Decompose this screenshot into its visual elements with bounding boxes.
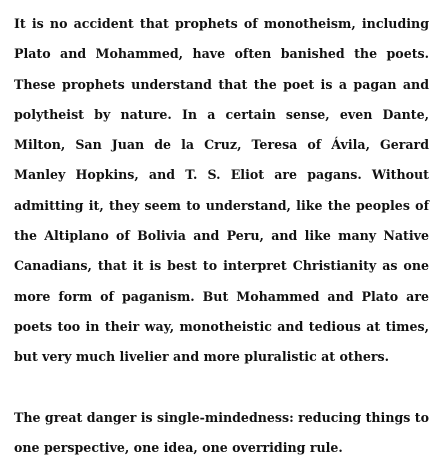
paragraph-single-mindedness: The great danger is single-mindedness: reducing things to one perspective, one idea, one overriding rule. xyxy=(14,409,429,455)
paragraph-monotheism-poets: It is no accident that prophets of monotheism, including Plato and Mohammed, have often banished the poets. These prophets understand that the poet is a pagan and polytheist by nature. In a certain sense, even Dante, Milton, San Juan de la Cruz, Teresa of Ávila, Gerard Manley Hopkins, and T. S. Eliot are pagans. Without admitting it, they seem to understand, like the peoples of the Altiplano of Bolivia and Peru, and like many Native Canadians, that it is best to interpret Christianity as one more form of paganism. But Mohammed and Plato are poets too in their way, monotheistic and tedious at times, but very much livelier and more pluralistic at others. xyxy=(14,16,429,365)
